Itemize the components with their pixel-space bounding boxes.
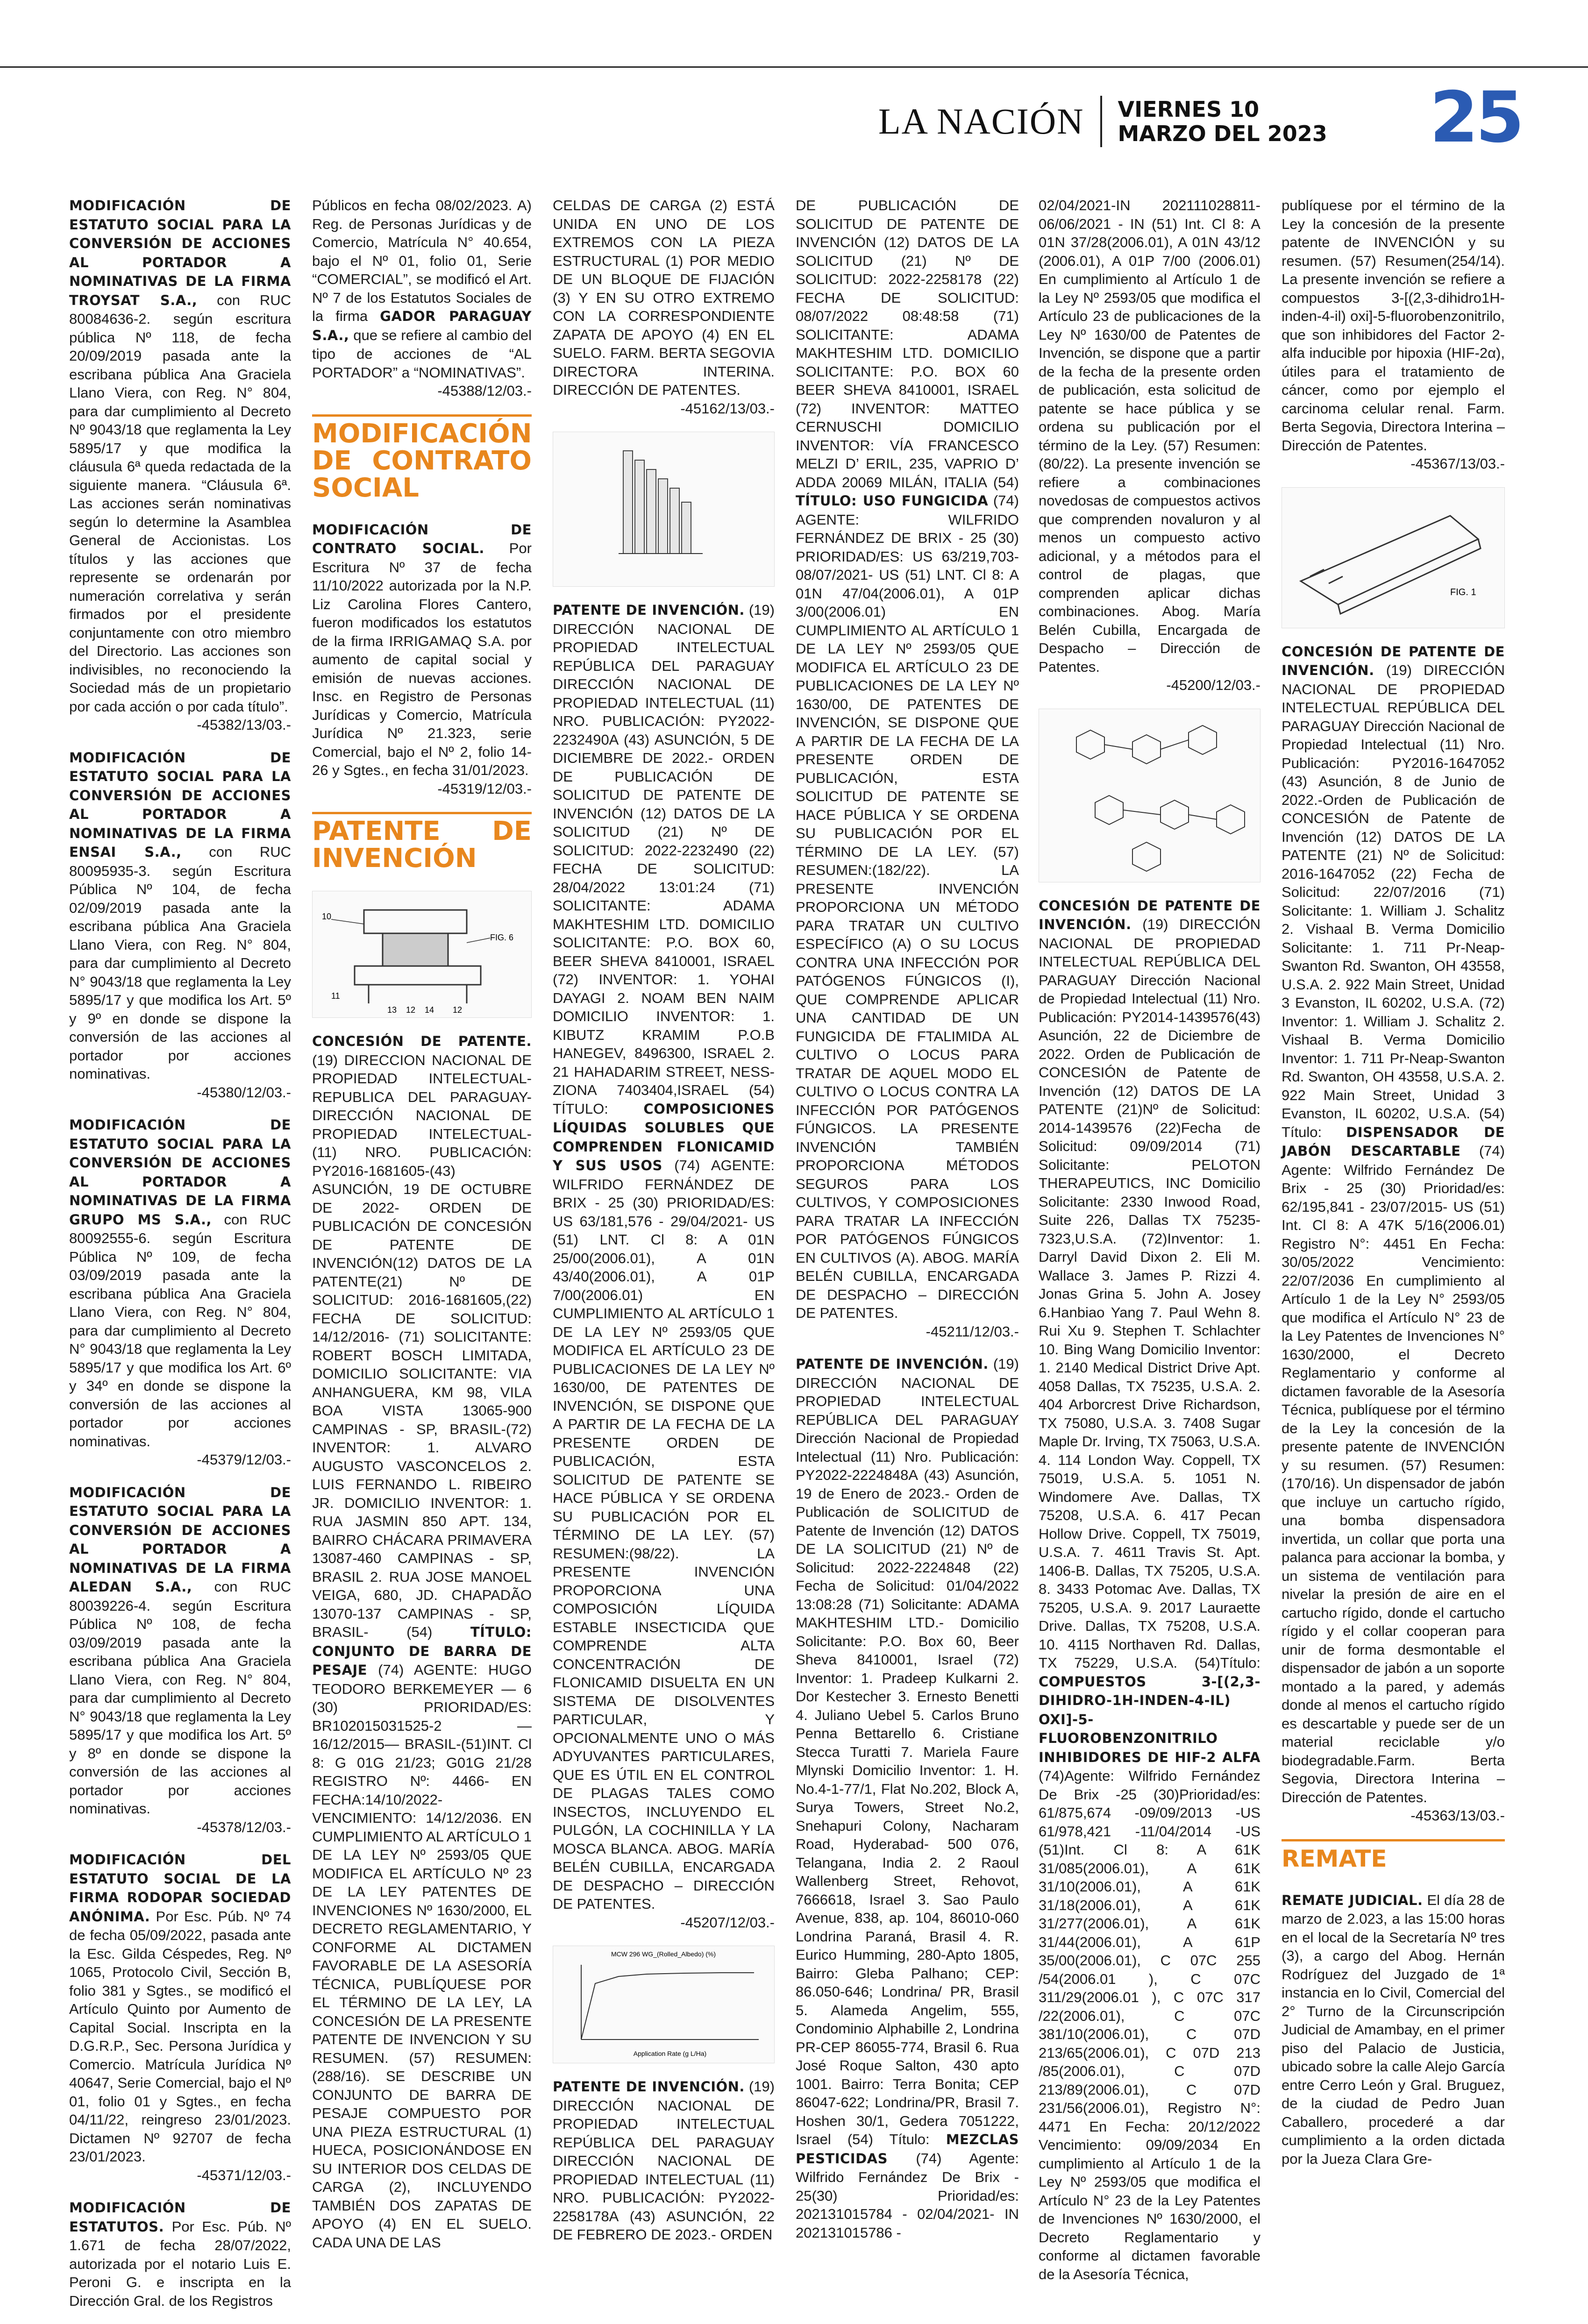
patent-drawing-soap-dispenser — [1282, 487, 1505, 628]
section-heading: PATENTE DE INVENCIÓN — [312, 812, 532, 872]
notice-heading: CONCESIÓN DE PATENTE DE INVENCIÓN. — [1282, 643, 1505, 678]
notice-ref: -45162/13/03.- — [680, 400, 775, 417]
column-2 — [312, 196, 532, 2266]
notice-body: El día 28 de marzo de 2.023, a las 15:00 horas en el local de la Secretaría Nº tres (3), a cargo del Abog. Hernán Rodríguez del Juzgado de 1ª instancia en lo Civil, Comercial del 2° Turno de la Circunscripción Judicial de Amambay, en el primer piso del Palacio de Justicia, ubicado sobre la calle Alejo García entre Cerro León y Gral. Bruguez, de la ciudad de Pedro Juan Caballero, procederé a dar cumplimiento a la orden dictada por la Jueza Clara Gre- — [1282, 1891, 1505, 2167]
issue-date — [1118, 97, 1327, 146]
notice-ref: -45379/12/03.- — [197, 1451, 291, 1468]
soap-dispenser-illustration — [1282, 488, 1504, 628]
notice — [69, 196, 291, 734]
notice-body: Por Esc. Púb. Nº 1.671 de fecha 28/07/2022, autorizada por el notario Luis E. Peroni G. e inscripta en la Dirección Gral. de los Registros — [69, 2218, 291, 2309]
company-name: GADOR PARAGUAY S.A., — [312, 308, 532, 343]
notice — [312, 1032, 532, 2252]
notice-heading: PATENTE DE INVENCIÓN. — [553, 602, 745, 618]
section-heading: MODIFICACIÓN DE CONTRATO SOCIAL — [312, 414, 532, 502]
notice-heading: MODIFICACIÓN DE ESTATUTO SOCIAL PARA LA CONVERSIÓN DE ACCIONES AL PORTADOR A NOMINATIVAS DE LA FIRMA GRUPO MS S.A., — [69, 1117, 291, 1228]
newspaper-brand: LA NACIÓN — [878, 101, 1084, 142]
notice — [312, 520, 532, 798]
notice-body: Por Escritura Nº 37 de fecha 11/10/2022 autorizada por la N.P. Liz Carolina Flores Cantero, fueron modificados los estatutos de la firma IRRIGAMAQ S.A. por aumento de capital social y emisión de nuevas acciones. Insc. en Registro de Personas Jurídicas y Comercio, Matrícula Jurídica Nº 21.323, serie Comercial, bajo el Nº 2, folio 14-26 y Sgtes., en fecha 31/01/2023. — [312, 540, 532, 778]
page-number: 25 — [1430, 77, 1522, 158]
fig-label: 12 — [406, 1005, 416, 1015]
fig-label: 12 — [453, 1005, 463, 1015]
notice-heading: MODIFICACIÓN DE CONTRATO SOCIAL. — [312, 521, 532, 556]
notice-body: publíquese por el término de la Ley la concesión de la presente patente de INVENCIÓN y su resumen. (57) Resumen(254/14). La presente invención se refiere a compuestos 3-[(2,3-dihidro1H-inden-4-il) oxi]-5-fluorobenzonitrilo, que son inhibidores del Factor 2- alfa inducible por hipoxia (HIF-2α), útiles para el tratamiento de cáncer, como por ejemplo el carcinoma celular renal. Farm. Berta Segovia, Directora Interina – Dirección de Patentes. — [1282, 197, 1505, 454]
notice — [796, 1355, 1019, 2242]
notice-body: que se refiere al cambio del tipo de acciones de “AL PORTADOR” a “NOMINATIVAS”. — [312, 327, 532, 381]
patent-chart — [553, 1946, 775, 2063]
chemical-structures-illustration — [1039, 709, 1260, 882]
notice — [553, 601, 775, 1932]
notice-body: (19) DIRECCIÓN NACIONAL DE PROPIEDAD INTELECTUAL REPÚBLICA DEL PARAGUAY Dirección Nacional de Propiedad Intelectual (11) Nro. Publicación: PY2016-1647052 (43) Asunción, 8 de Junio de 2022.-Orden de Publicación de CONCESIÓN de Patente de Invención (12) DATOS DE LA PATENTE (21) Nº de Solicitud: 2016-1647052 (22) Fecha de Solicitud: 22/07/2016 (71) Solicitante: 1. William J. Schalitz 2. Vishaal B. Verma Domicilio Solicitante: 1. 711 Pr-Neap-Swanton Rd. Swanton, OH 43558, U.S.A. 2. 922 Main Street, Unidad 3 Evanston, IL 60202, U.S.A. (72) Inventor: 1. William J. Schalitz 2. Vishaal B. Verma Domicilio Inventor: 1. 711 Pr-Neap-Swanton Rd. Swanton, OH 43558, U.S.A. 2. 922 Main Street, Unidad 3 Evanston, IL 60202, U.S.A. (54) Título: — [1282, 662, 1505, 1140]
masthead-divider — [1100, 96, 1102, 147]
header-rule — [0, 66, 1588, 68]
notice-ref: -45200/12/03.- — [1166, 677, 1260, 693]
fig-label: FIG. 1 — [1450, 587, 1476, 597]
notice — [69, 1850, 291, 2184]
notice-heading: CONCESIÓN DE PATENTE. — [312, 1033, 532, 1049]
notice-body: CELDAS DE CARGA (2) ESTÁ UNIDA EN UNO DE LOS EXTREMOS CON LA PIEZA ESTRUCTURAL (1) POR MEDIO DE UN BLOQUE DE FIJACIÓN (3) Y EN SU OTRO EXTREMO CON LA CORRESPONDIENTE ZAPATA DE APOYO (4) EN EL SUELO. FARM. BERTA SEGOVIA DIRECTORA INTERINA. DIRECCIÓN DE PATENTES. — [553, 197, 775, 398]
masthead — [878, 93, 1327, 149]
notice-body: (19) DIRECCIÓN NACIONAL DE PROPIEDAD INTELECTUAL REPÚBLICA DEL PARAGUAY Dirección Nacional de Propiedad Intelectual (11) Nro. Publicación: PY2014-1439576(43) Asunción, 22 de Diciembre de 2022. Orden de Publicación de CONCESIÓN de Patente de Invención (12) DATOS DE LA PATENTE (21)Nº de Solicitud: 2014-1439576 (22)Fecha de Solicitud: 09/09/2014 (71) Solicitante: PELOTON THERAPEUTICS, INC Domicilio Solicitante: 2330 Inwood Road, Suite 226, Dallas TX 75235-7323,U.S.A. (72)Inventor: 1. Darryl David Dixon 2. Eli M. Wallace 3. James P. Rizzi 4. Jonas Grina 5. John A. Josey 6.Hanbiao Yang 7. Paul Wehn 8. Rui Xu 9. Stephen T. Schlachter 10. Bing Wang Domicilio Inventor: 1. 2140 Medical District Drive Apt. 4058 Dallas, TX 75235, U.S.A. 2. 404 Arborcrest Drive Richardson, TX 75080, U.S.A. 3. 7408 Sugar Maple Dr. Irving, TX 75063, U.S.A. 4. 114 London Way. Coppell, TX 75019, U.S.A. 5. 1051 N. Windomere Ave. Dallas, TX 75208, U.S.A. 6. 417 Pecan Hollow Drive. Coppell, TX 75019, U.S.A. 7. 4611 Travis St. Apt. 1406-B. Dallas, TX 75205, U.S.A. 8. 3433 Potomac Ave. Dallas, TX 75205, U.S.A. 9. 2017 Lauraette Drive. Dallas, TX 75208, U.S.A. 10. 4115 Northaven Rd. Dallas, TX 75229, U.S.A. (54)Título: — [1039, 916, 1260, 1671]
patent-title: TÍTULO: CONJUNTO DE BARRA DE PESAJE — [312, 1624, 532, 1678]
notice-heading: PATENTE DE INVENCIÓN. — [796, 1356, 989, 1372]
notice-body: (74)Agente: Wilfrido Fernández De Brix -25 (30)Prioridad/es: 61/875,674 -09/09/2013 -US 61/978,421 -11/04/2014 -US (51)Int. Cl 8: A 61K 31/085(2006.01), A 61K 31/10(2006.01), A 61K 31/18(2006.01), A 61K 31/277(2006.01), A 61K 31/44(2006.01), A 61P 35/00(2006.01), C 07C 255 /54(2006.01 ), C 07C 311/29(2006.01 ), C 07C 317 /22(2006.01), C 07C 381/10(2006.01), C 07D 213/65(2006.01), C 07D 213 /85(2006.01), C 07D 213/89(2006.01), C 07D 231/56(2006.01), Registro N°: 4471 En Fecha: 20/12/2022 Vencimiento: 09/09/2034 En cumplimiento al Artículo 1 de la Ley Nº 2593/05 que modifica el Artículo N° 23 de la Ley Patentes de Invenciones Nº 1630/2000, el Decreto Reglamentario y conforme al dictamen favorable de la Asesoría Técnica, — [1039, 1768, 1260, 2282]
column-3 — [553, 196, 775, 2258]
patent-title: COMPUESTOS 3-[(2,3-DIHIDRO-1H-INDEN-4-IL) OXI]-5-FLUOROBENZONITRILO INHIBIDORES DE HIF-2 ALFA — [1039, 1673, 1260, 1765]
notice-body: (74) AGENTE: HUGO TEODORO BERKEMEYER — 6 (30) PRIORIDAD/ES: BR102015031525-2 —16/12/2015— BRASIL-(51)INT. Cl 8: G 01G 21/23; G01G 21/28 REGISTRO Nº: 4466- EN FECHA:14/10/2022- VENCIMIENTO: 14/12/2036. EN CUMPLIMIENTO AL ARTÍCULO 1 DE LA LEY Nº 2593/05 QUE MODIFICA EL ARTÍCULO Nº 23 DE LA LEY PATENTES DE INVENCIONES Nº 1630/2000, EL DECRETO REGLAMENTARIO, Y CONFORME AL DICTAMEN FAVORABLE DE LA ASESORÍA TÉCNICA, PUBLÍQUESE POR EL TÉRMINO DE LA LEY, LA CONCESIÓN DE LA PRESENTE PATENTE DE INVENCION Y SU RESUMEN. (57) RESUMEN: (288/16). SE DESCRIBE UN CONJUNTO DE BARRA DE PESAJE COMPUESTO POR UNA PIEZA ESTRUCTURAL (1) HUECA, POSICIONÁNDOSE EN SU INTERIOR DOS CELDAS DE CARGA (2), INCLUYENDO TAMBIÉN DOS ZAPATAS DE APOYO (4) EN EL SUELO. CADA UNA DE LAS — [312, 1662, 532, 2251]
notice — [553, 2077, 775, 2244]
notice-body: (19) DIRECCION NACIONAL DE PROPIEDAD INTELECTUAL-REPUBLICA DEL PARAGUAY- DIRECCIÓN NACIONAL DE PROPIEDAD INTELECTUAL- (11) NRO. PUBLICACIÓN: PY2016-1681605-(43) ASUNCIÓN, 19 DE OCTUBRE DE 2022- ORDEN DE PUBLICACIÓN DE CONCESIÓN DE PATENTE DE INVENCIÓN(12) DATOS DE LA PATENTE(21) Nº DE SOLICITUD: 2016-1681605,(22) FECHA DE SOLICITUD: 14/12/2016- (71) SOLICITANTE: ROBERT BOSCH LIMITADA, DOMICILIO SOLICITANTE: VIA ANHANGUERA, KM 98, VILA BOA VISTA 13065-900 CAMPINAS - SP, BRASIL-(72) INVENTOR: 1. ALVARO AUGUSTO VASCONCELOS 2. LUIS FERNANDO L. RIBEIRO JR. DOMICILIO INVENTOR: 1. RUA JASMIN 850 APT. 134, BAIRRO CHÁCARA PRIMAVERA 13087-460 CAMPINAS - SP, BRASIL 2. RUA JOSE MANOEL VEIGA, 680, JD. CHAPADÃO 13070-137 CAMPINAS - SP, BRASIL- (54) — [312, 1052, 532, 1640]
notice — [553, 196, 775, 418]
notice — [1039, 896, 1260, 2284]
notice-heading: REMATE JUDICIAL. — [1282, 1892, 1423, 1908]
notice-heading: MODIFICACIÓN DE ESTATUTOS. — [69, 2200, 291, 2235]
fig-label: 11 — [331, 991, 340, 1001]
notice-body: (74) AGENTE: WILFRIDO FERNÁNDEZ DE BRIX - 25 (30) PRIORIDAD/ES: US 63/219,703- 08/07/2021- US (51) LNT. Cl 8: A 01N 47/04(2006.01), A 01P 3/00(2006.01) EN CUMPLIMIENTO AL ARTÍCULO 1 DE LA LEY Nº 2593/05 QUE MODIFICA EL ARTÍCULO 23 DE PUBLICACIONES DE LA LEY Nº 1630/00, DE PATENTES DE INVENCIÓN, SE DISPONE QUE A PARTIR DE LA FECHA DE LA PRESENTE ORDEN DE PUBLICACIÓN, ESTA SOLICITUD DE PATENTE SE HACE PÚBLICA Y SE ORDENA SU PUBLICACIÓN POR EL TÉRMINO DE LA LEY. (57) RESUMEN:(182/22). LA PRESENTE INVENCIÓN PROPORCIONA UN MÉTODO PARA TRATAR UN CULTIVO ESPECÍFICO (A) O SU LOCUS CONTRA UNA INFECCIÓN POR PATÓGENOS FÚNGICOS (I), QUE COMPRENDE APLICAR UNA CANTIDAD DE UN FUNGICIDA DE FTALIMIDA AL CULTIVO O LOCUS PARA TRATAR DE AQUEL MODO EL CULTIVO O LOCUS CONTRA LA INFECCIÓN POR PATÓGENOS FÚNGICOS. LA PRESENTE INVENCIÓN TAMBIÉN PROPORCIONA MÉTODOS SEGUROS PARA LOS CULTIVOS, Y COMPOSICIONES PARA TRATAR LA INFECCIÓN POR PATÓGENOS FÚNGICOS EN CULTIVOS (A). ABOG. MARÍA BELÉN CUBILLA, ENCARGADA DE DESPACHO – DIRECCIÓN DE PATENTES. — [796, 492, 1019, 1321]
notice — [796, 196, 1019, 1341]
notice-ref: -45207/12/03.- — [680, 1914, 775, 1931]
notice — [1282, 642, 1505, 1825]
weighing-bar-illustration — [313, 891, 531, 1017]
patent-title: DISPENSADOR DE JABÓN DESCARTABLE — [1282, 1124, 1505, 1159]
notice — [312, 196, 532, 400]
notice-ref: -45211/12/03.- — [926, 1323, 1019, 1340]
notice-body: (74) Agente: Wilfrido Fernández De Brix - 25 (30) Prioridad/es: 62/195,841 - 23/07/2015- US (51) Int. Cl 8: A 47K 5/16(2006.01) Registro N°: 4451 En Fecha: 30/05/2022 Vencimiento: 22/07/2036 En cumplimiento al Artículo 1 de la Ley N° 2593/05 que modifica el Artículo N° 23 de la Ley Patentes de Invenciones N° 1630/2000, el Decreto Reglamentario y conforme al dictamen favorable de la Asesoría Técnica, publíquese por el término de la Ley la concesión de la presente patente de INVENCIÓN y su resumen. (57) Resumen: (170/16). Un dispensador de jabón que incluye un cartucho rígido, una bomba dispensadora invertida, un collar que porta una palanca para accionar la bomba, y un sistema de ventilación para nivelar la presión de aire en el cartucho rígido, donde el cartucho rígido y el collar cooperan para unir de forma desmontable el dispensador de jabón a un soporte montado a la pared, y además donde al menos el cartucho rígido es descartable y puede ser de un material reciclable y/o biodegradable.Farm. Berta Segovia, Directora Interina – Dirección de Patentes. — [1282, 1143, 1505, 1805]
column-4 — [796, 196, 1019, 2256]
notice-heading: MODIFICACIÓN DEL ESTATUTO SOCIAL DE LA FIRMA RODOPAR SOCIEDAD ANÓNIMA. — [69, 1852, 291, 1925]
issue-day: VIERNES 10 — [1118, 97, 1260, 122]
issue-month-year: MARZO DEL 2023 — [1118, 121, 1327, 146]
notice-body: DE PUBLICACIÓN DE SOLICITUD DE PATENTE DE INVENCIÓN (12) DATOS DE LA SOLICITUD (21) Nº DE SOLICITUD: 2022-2258178 (22) FECHA DE SOLICITUD: 08/07/2022 08:48:58 (71) SOLICITANTE: ADAMA MAKHTESHIM LTD. DOMICILIO SOLICITANTE: P.O. BOX 60 BEER SHEVA 8410001, ISRAEL (72) INVENTOR: MATTEO CERNUSCHI DOMICILIO INVENTOR: VÍA FRANCESCO MELZI D’ ERIL, 235, VAPRIO D’ ADDA 20069 MILÁN, ITALIA (54) — [796, 197, 1019, 490]
notice-heading: MODIFICACIÓN DE ESTATUTO SOCIAL PARA LA CONVERSIÓN DE ACCIONES AL PORTADOR A NOMINATIVAS DE LA FIRMA ENSAI S.A., — [69, 749, 291, 860]
notice-ref: -45382/13/03.- — [197, 717, 291, 733]
patent-drawing-weighing-bar — [312, 891, 532, 1018]
stacked-bars-illustration — [553, 432, 774, 586]
notice-ref: -45367/13/03.- — [1410, 455, 1505, 472]
fig-label: FIG. 6 — [490, 933, 514, 942]
notice-ref: -45388/12/03.- — [437, 383, 532, 399]
notice-body: Por Esc. Púb. Nº 74 de fecha 05/09/2022, pasada ante la Esc. Gilda Céspedes, Reg. Nº 1065, Protocolo Civil, Sección B, folio 381 y Sgtes., se modificó el Artículo Quinto por Aumento de Capital Social. Inscripta en la D.G.R.P., Sec. Persona Jurídica y Comercio. Matrícula Jurídica Nº 40647, Serie Comercial, bajo el Nº 01, folio 01 y Sgtes., en fecha 04/11/22, reingreso 23/01/2023. Dictamen Nº 92707 de fecha 23/01/2023. — [69, 1908, 291, 2165]
notice-heading: PATENTE DE INVENCIÓN. — [553, 2079, 745, 2095]
notice-heading: MODIFICACIÓN DE ESTATUTO SOCIAL PARA LA CONVERSIÓN DE ACCIONES AL PORTADOR A NOMINATIVAS DE LA FIRMA TROYSAT S.A., — [69, 198, 291, 308]
chart-xlabel: Application Rate (g L/Ha) — [633, 2050, 707, 2057]
notice-body: con RUC 80039226-4. según Escritura Pública Nº 108, de fecha 03/09/2019 pasada ante la escribana pública Ana Graciela Llano Viera, con Reg. N° 804, para dar cumplimiento al Decreto N° 9043/18 que reglamenta la Ley 5895/17 y que modifica los Art. 5º y 8º en donde se dispone la conversión de las acciones al portador por acciones nominativas. — [69, 1578, 291, 1817]
notice-body: (19) DIRECCIÓN NACIONAL DE PROPIEDAD INTELECTUAL REPÚBLICA DEL PARAGUAY DIRECCIÓN NACIONAL DE PROPIEDAD INTELECTUAL (11) NRO. PUBLICACIÓN: PY2022-2258178A (43) ASUNCIÓN, 22 DE FEBRERO DE 2023.- ORDEN — [553, 2078, 775, 2243]
notice-ref: -45378/12/03.- — [197, 1819, 291, 1835]
patent-title: MEZCLAS PESTICIDAS — [796, 2132, 1019, 2167]
notice-body: (74) AGENTE: WILFRIDO FERNÁNDEZ DE BRIX - 25 (30) PRIORIDAD/ES: US 63/181,576 - 29/04/2021- US (51) LNT. Cl 8: A 01N 25/00(2006.01), A 01N 43/40(2006.01), A 01P 7/00(2006.01) EN CUMPLIMIENTO AL ARTÍCULO 1 DE LA LEY Nº 2593/05 QUE MODIFICA EL ARTÍCULO 23 DE PUBLICACIONES DE LA LEY Nº 1630/00, DE PATENTES DE INVENCIÓN, SE DISPONE QUE A PARTIR DE LA FECHA DE LA PRESENTE ORDEN DE PUBLICACIÓN, ESTA SOLICITUD DE PATENTE SE HACE PÚBLICA Y SE ORDENA SU PUBLICACIÓN POR EL TÉRMINO DE LA LEY. (57) RESUMEN:(98/22). LA PRESENTE INVENCIÓN PROPORCIONA UNA COMPOSICIÓN LÍQUIDA ESTABLE INSECTICIDA QUE COMPRENDE ALTA CONCENTRACIÓN DE FLONICAMID DISUELTA EN UN SISTEMA DE DISOLVENTES PARTICULAR, Y OPCIONALMENTE UNO O MÁS ADYUVANTES PARTICULARES, QUE ES ÚTIL EN EL CONTROL DE PLAGAS TALES COMO INSECTOS, INCLUYENDO EL PULGÓN, LA COCHINILLA Y LA MOSCA BLANCA. ABOG. MARÍA BELÉN CUBILLA, ENCARGADA DE DESPACHO – DIRECCIÓN DE PATENTES. — [553, 1157, 775, 1912]
notice-body: (19) DIRECCIÓN NACIONAL DE PROPIEDAD INTELECTUAL REPÚBLICA DEL PARAGUAY Dirección Nacional de Propiedad Intelectual (11) Nro. Publicación: PY2022-2224848A (43) Asunción, 19 de Enero de 2023.- Orden de Publicación de SOLICITUD de Patente de Invención (12) DATOS DE LA SOLICITUD (21) Nº de Solicitud: 2022-2224848 (22) Fecha de Solicitud: 01/04/2022 13:08:28 (71) Solicitante: ADAMA MAKHTESHIM LTD.- Domicilio Solicitante: P.O. Box 60, Beer Sheva 8410001, Israel (72) Inventor: 1. Pradeep Kulkarni 2. Dor Kestecher 3. Ernesto Benetti 4. Juliano Uebel 5. Carlos Bruno Penna Bettarello 6. Cristiane Stecca Turatti 7. Mariela Faure Mlynski Domicilio Inventor: 1. H. No.4-1-77/1, Flat No.202, Block A, Surya Towers, Street No.2, Snehapuri Colony, Nacharam Road, Hyderabad- 500 076, Telangana, India 2. 2 Raoul Wallenberg Street, Rehovot, 7666618, Israel 3. Sao Paulo Avenue, 838, ap. 104, 86010-060 Londrina Paraná, Brasil 4. R. Eurico Humming, 280-Apto 1805, Bairro: Gleba Palhano; CEP: 86.050-646; Londrina/ PR, Brasil 5. Alameda Angelim, 555, Condominio Alphabille 2, Londrina PR-CEP 86055-774, Brasil 6. Rua José Roque Salton, 430 apto 1001. Bairro: Terra Bonita; CEP 86047-622; Londrina/PR, Brasil 7. Hoshen 30/1, Gedera 7051222, Israel (54) Título: — [796, 1356, 1019, 2147]
section-heading: REMATE — [1282, 1839, 1505, 1872]
patent-drawing-chemical-structures — [1039, 709, 1260, 882]
notice-ref: -45363/13/03.- — [1410, 1807, 1505, 1824]
notice-ref: -45319/12/03.- — [437, 780, 532, 797]
notice-body: con RUC 80095935-3. según Escritura Pública Nº 104, de fecha 02/09/2019 pasada ante la escribana pública Ana Graciela Llano Viera, con Reg. N° 804, para dar cumplimiento al Decreto N° 9043/18 que reglamenta la Ley 5895/17 y que modifica los Art. 5º y 9º en donde se dispone la conversión de las acciones al portador por acciones nominativas. — [69, 844, 291, 1082]
patent-drawing-bars — [553, 432, 775, 587]
efficacy-chart — [553, 1946, 774, 2063]
fig-label: 14 — [425, 1005, 434, 1015]
notice — [1282, 1891, 1505, 2168]
notice-heading: MODIFICACIÓN DE ESTATUTO SOCIAL PARA LA CONVERSIÓN DE ACCIONES AL PORTADOR A NOMINATIVAS DE LA FIRMA ALEDAN S.A., — [69, 1484, 291, 1595]
fig-label: 10 — [322, 912, 332, 921]
patent-title: TÍTULO: USO FUNGICIDA — [796, 493, 989, 509]
notice-body: (74) Agente: Wilfrido Fernández De Brix - 25(30) Prioridad/es: 202131015784 - 02/04/2021- IN 202131015786 - — [796, 2150, 1019, 2241]
notice — [69, 2198, 291, 2310]
fig-label: 13 — [387, 1005, 397, 1015]
notice-body: con RUC 80092555-6. según Escritura Pública Nº 109, de fecha 03/09/2019 pasada ante la escribana pública Ana Graciela Llano Viera, con Reg. N° 804, para dar cumplimiento al Decreto N° 9043/18 que reglamenta la Ley 5895/17 y que modifica los Art. 6º y 34º en donde se dispone la conversión de las acciones al portador por acciones nominativas. — [69, 1211, 291, 1450]
notice — [69, 1483, 291, 1837]
notice-body: con RUC 80084636-2. según escritura pública Nº 118, de fecha 20/09/2019 pasada ante la escribana pública Ana Graciela Llano Viera, con Reg. N° 804, para dar cumplimiento al Decreto Nº 9043/18 que reglamenta la Ley 5895/17 y que modifica la cláusula 6ª queda redactada de la siguiente manera. “Cláusula 6ª. Las acciones serán nominativas según lo determine la Asamblea General de Accionistas. Los títulos y las acciones que represente se ordenarán por numeración correlativa y serán firmados por el presidente conjuntamente con otro miembro del Directorio. Las acciones son indivisibles, no reconociendo la Sociedad más de un propietario por cada acción o por cada título”. — [69, 291, 291, 715]
chart-title: MCW 296 WG_(Rolled_Albedo) (%) — [611, 1950, 716, 1958]
notice — [1039, 196, 1260, 695]
notice — [1282, 196, 1505, 473]
notice-body: (19) DIRECCIÓN NACIONAL DE PROPIEDAD INTELECTUAL REPÚBLICA DEL PARAGUAY DIRECCIÓN NACIONAL DE PROPIEDAD INTELECTUAL (11) NRO. PUBLICACIÓN: PY2022-2232490A (43) ASUNCIÓN, 5 DE DICIEMBRE DE 2022.- ORDEN DE PUBLICACIÓN DE SOLICITUD DE PATENTE DE INVENCIÓN (12) DATOS DE LA SOLICITUD (21) Nº DE SOLICITUD: 2022-2232490 (22) FECHA DE SOLICITUD: 28/04/2022 13:01:24 (71) SOLICITANTE: ADAMA MAKHTESHIM LTD. DOMICILIO SOLICITANTE: P.O. BOX 60, BEER SHEVA 8410001, ISRAEL (72) INVENTOR: 1. YOHAI DAYAGI 2. NOAM BEN NAIM DOMICILIO INVENTOR: 1. KIBUTZ KRAMIM P.O.B HANEGEV, 8496300, ISRAEL 2. 21 HAHADARIM STREET, NESS-ZIONA 7403404,ISRAEL (54) TÍTULO: — [553, 602, 775, 1117]
column-6 — [1282, 196, 1505, 2182]
notice-ref: -45380/12/03.- — [197, 1084, 291, 1101]
notice-ref: -45371/12/03.- — [197, 2167, 291, 2183]
notice-body: 02/04/2021-IN 202111028811- 06/06/2021 - IN (51) Int. Cl 8: A 01N 37/28(2006.01), A 01N 43/12 (2006.01), A 01P 7/00 (2006.01) En cumplimiento al Artículo 1 de la Ley Nº 2593/05 que modifica el Artículo 23 de publicaciones de la Ley Nº 1630/00 de Patentes de Invención, se dispone que a partir de la fecha de la presente orden de publicación, esta solicitud de patente se hace pública y se ordena su publicación por el término de la Ley. (57) Resumen:(80/22). La presente invención se refiere a combinaciones novedosas de compuestos activos que comprenden novaluron y al menos un compuesto activo adicional, y a métodos para el control de plagas, que comprenden aplicar dichas combinaciones. Abog. María Belén Cubilla, Encargada de Despacho – Dirección de Patentes. — [1039, 197, 1260, 675]
notice-body: Públicos en fecha 08/02/2023. A) Reg. de Personas Jurídicas y de Comercio, Matrícula N° 40.654, bajo el Nº 01, folio 01, Serie “COMERCIAL”, se modificó el Art. Nº 7 de los Estatutos Sociales de la firma — [312, 197, 532, 324]
patent-title: COMPOSICIONES LÍQUIDAS SOLUBLES QUE COMPRENDEN FLONICAMID Y SUS USOS — [553, 1101, 775, 1173]
notice — [69, 1116, 291, 1469]
column-5 — [1039, 196, 1260, 2297]
notice-heading: CONCESIÓN DE PATENTE DE INVENCIÓN. — [1039, 897, 1260, 932]
notice — [69, 748, 291, 1102]
column-1 — [69, 196, 291, 2324]
